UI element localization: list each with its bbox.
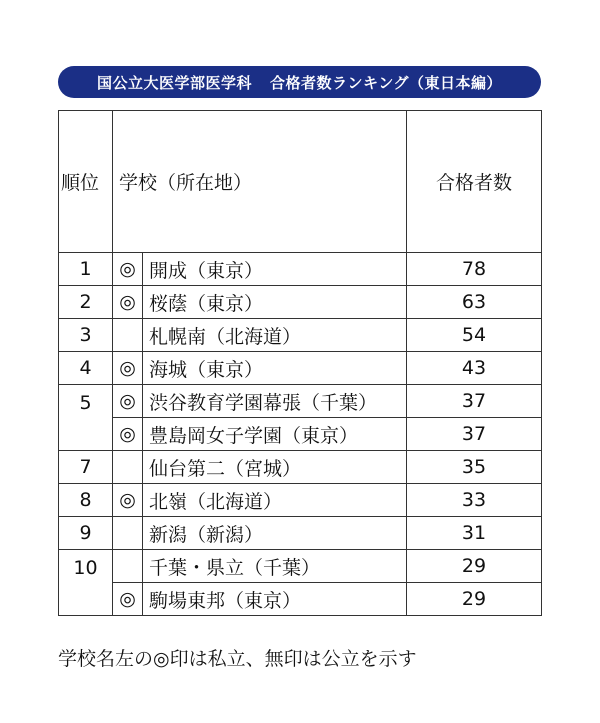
pass-count: 78	[407, 253, 542, 286]
school-name: 千葉・県立（千葉）	[143, 550, 407, 583]
school-name: 桜蔭（東京）	[143, 286, 407, 319]
school-name: 豊島岡女子学園（東京）	[143, 418, 407, 451]
ranking-table	[58, 110, 542, 616]
school-name: 新潟（新潟）	[143, 517, 407, 550]
table-row	[59, 319, 542, 352]
header-school: 学校（所在地）	[113, 111, 407, 253]
school-name: 北嶺（北海道）	[143, 484, 407, 517]
pass-count: 29	[407, 550, 542, 583]
school-name: 駒場東邦（東京）	[143, 583, 407, 616]
pass-count: 33	[407, 484, 542, 517]
table-row	[59, 484, 542, 517]
rank-cell: 9	[59, 517, 113, 550]
school-name: 札幌南（北海道）	[143, 319, 407, 352]
private-mark: ◎	[113, 253, 143, 286]
school-name: 仙台第二（宮城）	[143, 451, 407, 484]
footnote: 学校名左の◎印は私立、無印は公立を示す	[58, 648, 417, 670]
table-row	[59, 286, 542, 319]
rank-cell: 5	[59, 385, 113, 451]
rank-cell: 8	[59, 484, 113, 517]
pass-count: 35	[407, 451, 542, 484]
private-mark	[113, 517, 143, 550]
table-row	[59, 352, 542, 385]
rank-cell: 3	[59, 319, 113, 352]
table-row	[59, 583, 542, 616]
rank-cell: 2	[59, 286, 113, 319]
private-mark: ◎	[113, 286, 143, 319]
table-row	[59, 418, 542, 451]
rank-cell: 10	[59, 550, 113, 616]
school-name: 開成（東京）	[143, 253, 407, 286]
table-header-row	[59, 111, 542, 253]
private-mark	[113, 451, 143, 484]
table-row	[59, 550, 542, 583]
private-mark	[113, 319, 143, 352]
pass-count: 37	[407, 418, 542, 451]
private-mark: ◎	[113, 583, 143, 616]
table-row	[59, 517, 542, 550]
rank-cell: 4	[59, 352, 113, 385]
rank-cell: 7	[59, 451, 113, 484]
pass-count: 31	[407, 517, 542, 550]
pass-count: 43	[407, 352, 542, 385]
pass-count: 37	[407, 385, 542, 418]
private-mark: ◎	[113, 352, 143, 385]
private-mark: ◎	[113, 484, 143, 517]
rank-cell: 1	[59, 253, 113, 286]
pass-count: 63	[407, 286, 542, 319]
ranking-title-banner	[58, 66, 541, 98]
private-mark	[113, 550, 143, 583]
header-rank: 順位	[59, 111, 113, 253]
banner-title-right: 合格者数ランキング（東日本編）	[269, 73, 503, 92]
private-mark: ◎	[113, 385, 143, 418]
banner-title-left: 国公立大医学部医学科	[96, 73, 252, 92]
table-row	[59, 451, 542, 484]
private-mark: ◎	[113, 418, 143, 451]
table-row	[59, 253, 542, 286]
table-row	[59, 385, 542, 418]
pass-count: 29	[407, 583, 542, 616]
pass-count: 54	[407, 319, 542, 352]
header-count: 合格者数	[407, 111, 542, 253]
school-name: 海城（東京）	[143, 352, 407, 385]
school-name: 渋谷教育学園幕張（千葉）	[143, 385, 407, 418]
